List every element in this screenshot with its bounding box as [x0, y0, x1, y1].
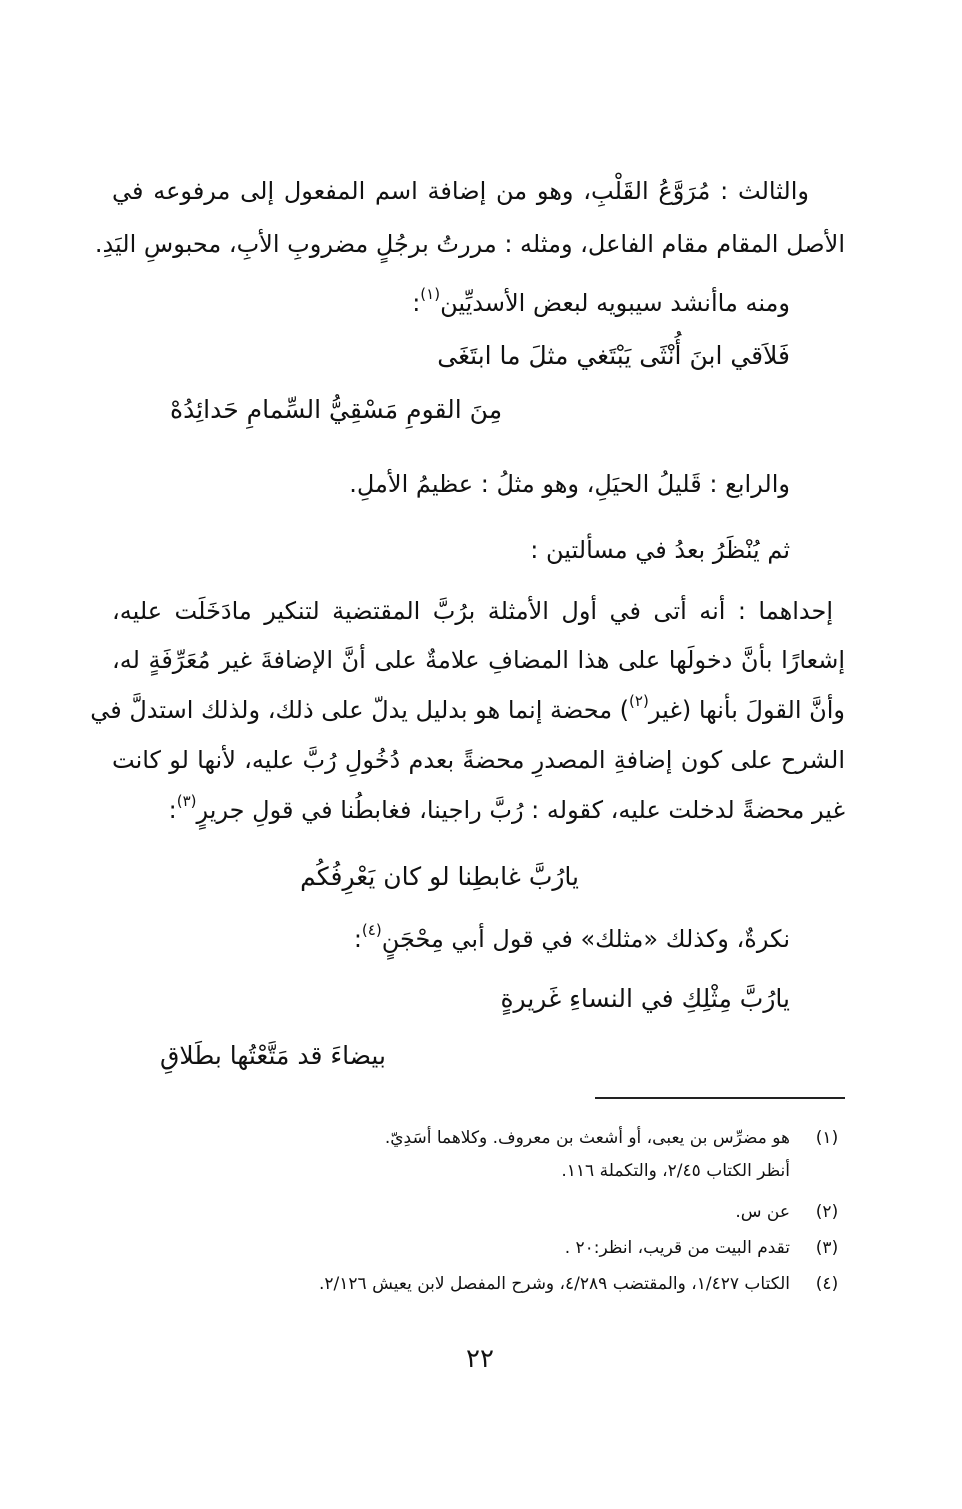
- body-line-8a: وأنَّ القولَ بأنها (غير: [648, 696, 845, 724]
- footnote-ref-3: (٣): [176, 792, 197, 810]
- footnote-4-text: الكتاب ١/٤٢٧، والمقتضب ٤/٢٨٩، وشرح المفصل لابن يعيش ٢/١٢٦.: [319, 1274, 790, 1294]
- body-line-1: والثالث : مُرَوَّعُ القَلْبِ، وهو من إضافة اسم المفعول إلى مرفوعه في: [112, 177, 809, 205]
- body-line-10: [169, 793, 845, 827]
- body-line-6: إحداهما : أنه أتى في أول الأمثلة برُبَّ المقتضية لتنكير مادَخَلَت عليه،: [112, 597, 833, 625]
- colon: :: [353, 925, 362, 953]
- footnote-1-number: (١): [815, 1128, 839, 1148]
- footnote-3-number: (٣): [815, 1238, 839, 1258]
- colon: :: [168, 796, 177, 824]
- footnote-ref-2: (٢): [629, 692, 649, 710]
- verse-3-first-hemistich: يارُبَّ مِثْلِكِ في النساءِ غَريرةٍ: [500, 984, 790, 1013]
- body-line-11: [354, 922, 790, 956]
- footnote-ref-4: (٤): [361, 921, 382, 939]
- footnote-1-text-2: أنظر الكتاب ٢/٤٥، والتكملة ١١٦.: [561, 1161, 790, 1181]
- colon: :: [412, 289, 421, 317]
- footnote-1-text: هو مضرِّس بن يعبى، أو أشعث بن معروف. وكلاهما أسَدِيّ.: [384, 1128, 790, 1148]
- body-line-4: والرابع : قَليلُ الحيَلِ، وهو مثلُ : عظيمُ الأملِ.: [349, 470, 790, 498]
- verse-2-hemistich: يارُبَّ غابطِنا لو كان يَعْرِفُكُم: [300, 862, 579, 891]
- body-line-11-text: نكرةٌ، وكذلك «مثلك» في قول أبي مِحْجَنٍ: [381, 925, 790, 953]
- footnote-4-number: (٤): [815, 1274, 839, 1294]
- footnote-2-text: عن س.: [735, 1202, 790, 1222]
- body-line-10-text: غير محضةً لدخلت عليه، كقوله : رُبَّ راجينا، فغابطُنا في قولِ جريرٍ: [196, 796, 845, 824]
- footnote-separator: [595, 1097, 845, 1099]
- verse-1-second-hemistich: مِنَ القومِ مَسْقِيُّ السِّمامِ حَدائِدُهْ: [170, 395, 503, 424]
- page-number: ٢٢: [466, 1344, 494, 1374]
- body-line-5: ثم يُنْظَرُ بعدُ في مسألتين :: [530, 536, 790, 564]
- body-line-2: الأصل المقام مقام الفاعل، ومثله : مررتُ برجُلٍ مضروبِ الأبِ، محبوسِ اليَدِ.: [94, 230, 845, 258]
- footnote-2-number: (٢): [815, 1202, 839, 1222]
- body-line-9: الشرح على كون إضافةِ المصدرِ محضةً بعدم دُخُولِ رُبَّ عليه، لأنها لو كانت: [112, 746, 845, 774]
- verse-3-second-hemistich: بيضاءَ قد مَتَّعْتُها بطَلاقِ: [160, 1041, 386, 1070]
- body-line-7: إشعارًا بأنَّ دخولَها على هذا المضافِ علامةٌ على أنَّ الإضافةَ غير مُعَرِّفَةٍ له،: [112, 646, 845, 674]
- verse-1-first-hemistich: فَلاَقي ابنَ أُنْثَى يَبْتَغي مثلَ ما ابتَغَى: [437, 341, 790, 370]
- footnote-3-text: تقدم البيت من قريب، انظر:٢٠ .: [564, 1238, 790, 1258]
- footnote-ref-1: (١): [420, 285, 441, 303]
- body-line-8: [90, 692, 845, 727]
- body-line-3: [412, 286, 790, 320]
- body-line-8b: ) محضة إنما هو بدليل يدلّ على ذلك، ولذلك استدلَّ في: [90, 696, 630, 724]
- body-line-3-text: ومنه ماأنشد سيبويه لبعض الأسديِّين: [440, 289, 790, 317]
